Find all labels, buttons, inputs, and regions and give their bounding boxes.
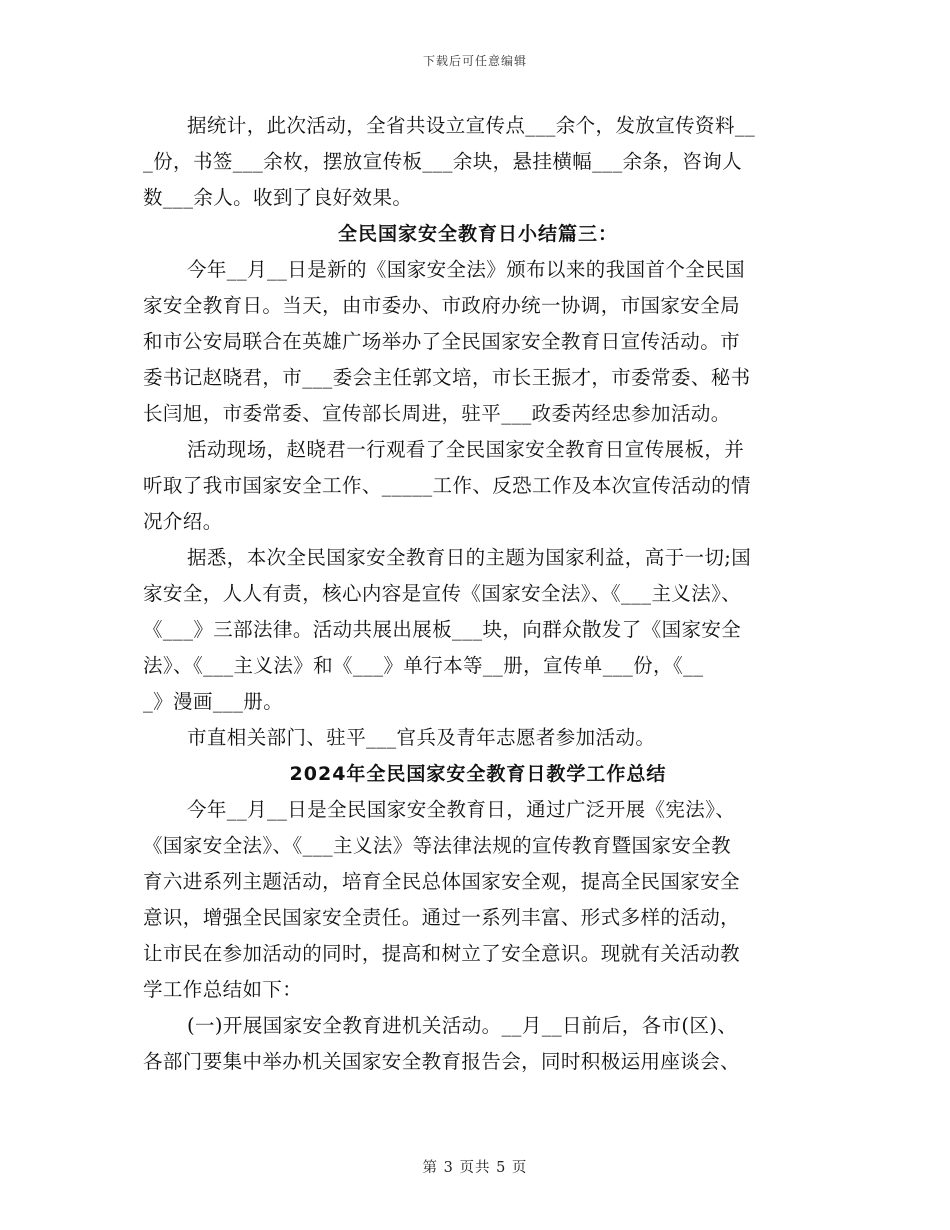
text-line: 委书记赵晓君，市___委会主任郭文培，市长王振才，市委常委、秘书	[143, 366, 751, 389]
text-line: 数___余人。收到了良好效果。	[143, 186, 413, 209]
page-header-note: 下载后可任意编辑	[422, 54, 527, 68]
text-line: 让市民在参加活动的同时，提高和树立了安全意识。现就有关活动教	[143, 942, 741, 965]
text-line: 《国家安全法》、《___主义法》等法律法规的宣传教育暨国家安全教	[143, 834, 732, 857]
text-line: 《___》三部法律。活动共展出展板___块，向群众散发了《国家安全	[143, 618, 742, 641]
text-line: _》漫画___册。	[143, 690, 284, 713]
text-line: 据悉，本次全民国家安全教育日的主题为国家利益，高于一切;国	[187, 546, 752, 569]
text-line: _份，书签___余枚，摆放宣传板___余块，悬挂横幅___余条，咨询人	[143, 150, 743, 173]
section-heading: 2024年全民国家安全教育日教学工作总结	[289, 763, 667, 785]
section-heading: 全民国家安全教育日小结篇三：	[337, 223, 618, 245]
text-line: 今年__月__日是全民国家安全教育日，通过广泛开展《宪法》、	[187, 798, 736, 821]
page-number: 第 3 页共 5 页	[422, 1160, 528, 1176]
text-line: 学工作总结如下：	[143, 978, 303, 1001]
text-line: 长闫旭，市委常委、宣传部长周进，驻平___政委芮经忠参加活动。	[143, 402, 731, 425]
text-line: 市直相关部门、驻平___官兵及青年志愿者参加活动。	[187, 726, 656, 749]
text-line: 法》、《___主义法》和《___》单行本等__册，宣传单___份，《__	[143, 654, 704, 677]
text-line: 活动现场，赵晓君一行观看了全民国家安全教育日宣传展板，并	[187, 438, 745, 461]
text-line: 各部门要集中举办机关国家安全教育报告会，同时积极运用座谈会、	[143, 1050, 741, 1073]
text-line: 今年__月__日是新的《国家安全法》颁布以来的我国首个全民国	[187, 258, 746, 281]
text-line: 家安全教育日。当天，由市委办、市政府办统一协调，市国家安全局	[143, 294, 741, 317]
text-line: 据统计，此次活动，全省共设立宣传点___余个，发放宣传资料__	[187, 114, 756, 137]
text-line: (一)开展国家安全教育进机关活动。__月__日前后，各市(区)、	[187, 1014, 738, 1037]
text-line: 家安全，人人有责，核心内容是宣传《国家安全法》、《___主义法》、	[143, 582, 742, 605]
text-line: 听取了我市国家安全工作、_____工作、反恐工作及本次宣传活动的情	[143, 474, 751, 497]
text-line: 和市公安局联合在英雄广场举办了全民国家安全教育日宣传活动。市	[143, 330, 741, 353]
text-line: 意识，增强全民国家安全责任。通过一系列丰富、形式多样的活动，	[143, 906, 741, 929]
text-line: 育六进系列主题活动，培育全民总体国家安全观，提高全民国家安全	[143, 870, 741, 893]
text-line: 况介绍。	[143, 510, 223, 533]
document-body	[143, 108, 813, 1080]
